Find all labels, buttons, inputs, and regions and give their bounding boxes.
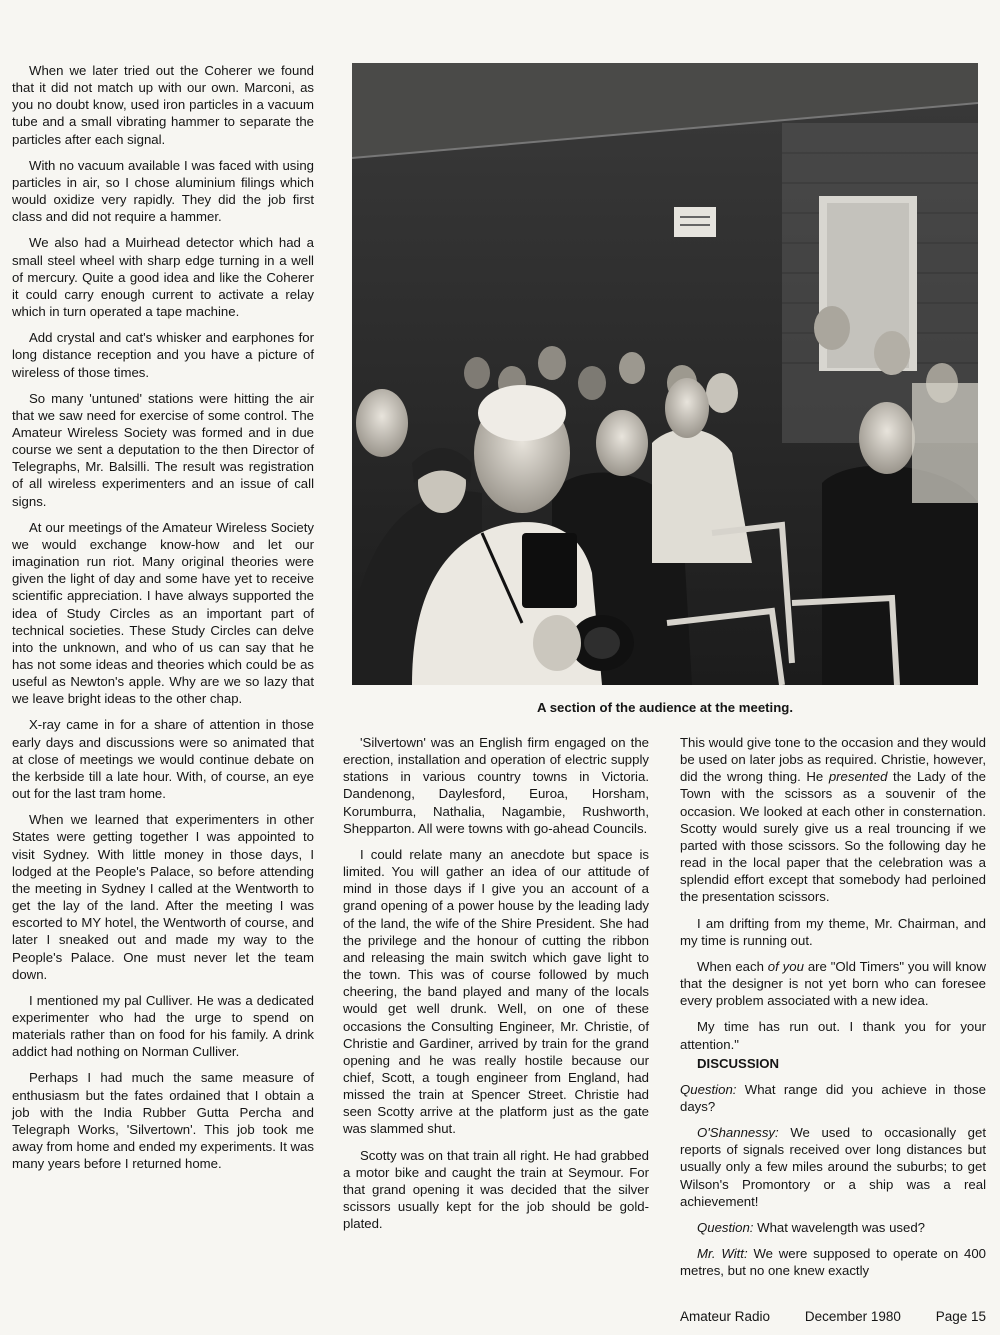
answer-paragraph: Mr. Witt: We were supposed to operate on 400 metres, but no one knew exactly — [680, 1246, 987, 1279]
audience-photo — [352, 63, 978, 685]
photo-caption: A section of the audience at the meeting. — [537, 700, 793, 715]
paragraph: I am drifting from my theme, Mr. Chairman, and my time is running out. — [680, 915, 986, 948]
paragraph: My time has run out. I thank you for your attention." — [680, 1019, 986, 1052]
paragraph: Scotty was on that train all right. He had grabbed a motor bike and caught the train at Seymour. For that grand opening it was decided that the silver scissors usually kept for the job should be gold-plated. — [343, 1147, 649, 1232]
paragraph: Add crystal and cat's whisker and earphones for long distance reception and you have a picture of wireless of those times. — [12, 330, 314, 380]
paragraph: Perhaps I had much the same measure of enthusiasm but the fates ordained that I obtain a job with the India Rubber Gutta Percha and Telegraph Works, 'Silvertown'. This job took me away from home and ended my experiments. It was many years before I returned home. — [12, 1070, 314, 1172]
page-number: Page 15 — [935, 1309, 986, 1324]
photo-illustration — [352, 63, 978, 685]
paragraph: When each of you are "Old Timers" you will know that the designer is not yet born who can foresee every problem associated with a new idea. — [680, 958, 987, 1009]
right-column — [680, 734, 986, 1279]
question-paragraph: Question: What range did you achieve in those days? — [680, 1081, 986, 1114]
paragraph: At our meetings of the Amateur Wireless Society we would exchange know-how and let our imagination run riot. Many original theories were given the light of day and some have yet to receive scientific appreciation. I have always supported the idea of Study Circles as an important part of technical societies. These Study Circles can delve into the unknown, and who of us can say that he has not some ideas and theories which could be as useful as Newton's apple. Why are we so lazy that we leave bright ideas to the other chap. — [12, 519, 314, 707]
middle-column — [343, 734, 649, 1241]
paragraph: X-ray came in for a share of attention in those early days and discussions were so animated that at close of meetings we would continue debate on the kerbside till a late hour. With, of course, an eye out for the last tram home. — [12, 717, 314, 802]
paragraph: I could relate many an anecdote but space is limited. You will gather an idea of our attitude of mind in those days if I give you an account of a grand opening of a power house by the leading lady of the land, the wife of the Shire President. She had the privilege and the honour of cutting the ribbon and releasing the main switch which gave light to the town. This was of course followed by much cheering, the band played and many of the locals would get well drunk. Well, on one of these occasions the Consulting Engineer, Mr. Christie, of Christie and Gardiner, arrived by train for the grand opening and he was really hostile because our chief, Scott, a tough engineer from England, had missed the train at Spencer Street. Christie had seen Scotty arrive at the platform just as the gate was slammed shut. — [343, 846, 649, 1137]
paragraph: We also had a Muirhead detector which had a small steel wheel with sharp edge turning in a well of mercury. Quite a good idea and like the Coherer it could carry enough current to activate a relay which in turn operated a tape machine. — [12, 235, 314, 320]
answer-paragraph: O'Shannessy: We used to occasionally get reports of signals received over long distances but usually only a few miles around the suburbs; to get Wilson's Promontory or a ship was a real achievement! — [680, 1125, 986, 1209]
paragraph: With no vacuum available I was faced with using particles in air, so I chose aluminium filings which would oxidize very rapidly. They did the job first class and did not require a hammer. — [12, 157, 314, 225]
wall-sign — [674, 207, 716, 237]
page-footer — [680, 1309, 986, 1324]
paragraph: 'Silvertown' was an English firm engaged on the erection, installation and operation of electric supply stations in various country towns in Victoria. Dandenong, Daylesford, Euroa, Horsham, Korumburra, Nathalia, Nagambie, Rushworth, Shepparton. All were towns with go-ahead Councils. — [343, 735, 649, 836]
paragraph: When we learned that experimenters in other States were getting together I was appointed to visit Sydney. With little money in those days, I lodged at the People's Palace, so before attending the meeting in Sydney I called at the Wentworth to get the lay of the land. After the meeting I was escorted to MY hotel, the Wentworth of course, and later I sneaked out and made my way to the People's Palace. One must never let the team down. — [12, 812, 314, 982]
paragraph: This would give tone to the occasion and they would be used on later jobs as required. Christie, however, did the wrong thing. He presented the Lady of the Town with the scissors as a souvenir of the occasion. We looked at each other in consternation. Scotty would surely give us a real trouncing if we parted with those scissors. So the following day he read in the local paper that the celebration was a splendid effort except that somebody had perloined the presentation scissors. — [680, 735, 987, 905]
paragraph: I mentioned my pal Culliver. He was a dedicated experimenter who had the urge to spend on materials rather than on food for his family. A drink addict had nothing on Norman Culliver. — [12, 992, 314, 1060]
left-column — [12, 62, 314, 1181]
question-paragraph: Question: What wavelength was used? — [697, 1219, 925, 1235]
paragraph: So many 'untuned' stations were hitting the air that we saw need for exercise of some control. The Amateur Wireless Society was formed and in due course we sent a deputation to the then Director of Telegraphs, Mr. Balsilli. The result was registration of all wireless experimenters and an issue of call signs. — [12, 390, 314, 509]
issue-date: December 1980 — [804, 1309, 901, 1324]
publication-name: Amateur Radio — [680, 1309, 771, 1324]
camera-body — [522, 533, 577, 608]
paragraph: When we later tried out the Coherer we found that it did not match up with our own. Marconi, as you no doubt know, used iron particles in a vacuum tube and a small vibrating hammer to separate the particles after each signal. — [12, 63, 314, 147]
discussion-heading: DISCUSSION — [697, 1055, 780, 1071]
